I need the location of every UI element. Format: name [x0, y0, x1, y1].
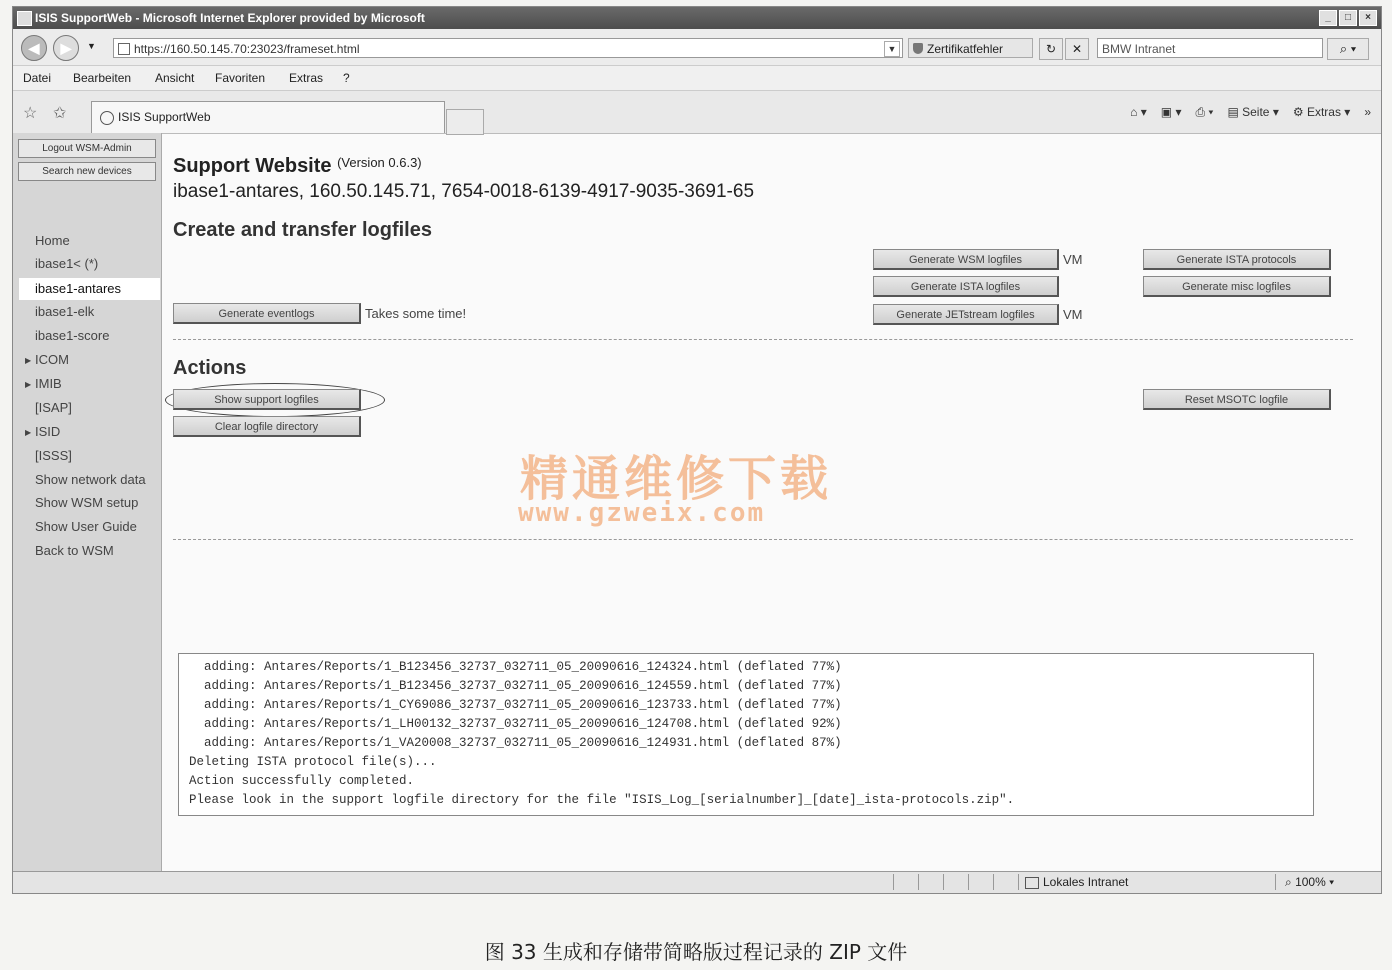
new-tab-button[interactable]: [446, 109, 484, 135]
page-title: Support Website $^{(Version 0.6.3)}$: [173, 155, 422, 177]
nav-ibase1-antares[interactable]: ibase1-antares: [19, 278, 160, 300]
section-create-logfiles: Create and transfer logfiles: [173, 219, 432, 241]
console-line: Action successfully completed.: [189, 774, 415, 788]
add-favorites-icon[interactable]: ✩: [53, 105, 67, 122]
address-input[interactable]: [113, 38, 903, 58]
divider: [173, 339, 1353, 340]
version-label: (Version 0.6.3): [337, 155, 422, 170]
search-icon[interactable]: ⌕ ▾: [1327, 38, 1369, 60]
shield-icon: [913, 43, 923, 54]
nav-home[interactable]: Home: [35, 233, 70, 248]
generate-wsm-logfiles-button[interactable]: Generate WSM logfiles: [873, 249, 1059, 270]
window-controls: [1319, 10, 1377, 26]
feeds-icon[interactable]: ▣ ▾: [1160, 105, 1182, 119]
minimize-button[interactable]: _: [1319, 10, 1337, 26]
window-title: ISIS SupportWeb - Microsoft Internet Explorer provided by Microsoft: [35, 11, 425, 25]
watermark-text: 精通维修下载: [520, 451, 833, 507]
close-button[interactable]: ×: [1359, 10, 1377, 26]
stop-icon[interactable]: ✕: [1065, 38, 1089, 60]
nav-ibase1-elk[interactable]: ibase1-elk: [35, 304, 95, 319]
nav-ibase1[interactable]: ibase1< (*): [35, 256, 99, 271]
takes-time-note: Takes some time!: [365, 306, 467, 321]
console-output: [178, 653, 1314, 816]
address-row: [13, 29, 1381, 66]
watermark-url: www.gzweix.com: [518, 498, 766, 528]
menu-bar: [13, 66, 1381, 91]
generate-jetstream-logfiles-button[interactable]: Generate JETstream logfiles: [873, 304, 1059, 325]
nav-isid[interactable]: ▶ ISID: [25, 424, 61, 439]
tab-label: ISIS SupportWeb: [118, 110, 211, 124]
left-navigation: [13, 133, 162, 871]
reset-msotc-logfile-button[interactable]: Reset MSOTC logfile: [1143, 389, 1331, 410]
generate-ista-logfiles-button[interactable]: Generate ISTA logfiles: [873, 276, 1059, 297]
console-line: adding: Antares/Reports/1_CY69086_32737_032711_05_20090616_123733.html (deflated 77%): [189, 698, 842, 712]
security-zone: Lokales Intranet: [1025, 875, 1128, 889]
forward-icon[interactable]: ▶: [53, 35, 79, 61]
command-bar: [1130, 105, 1371, 120]
address-text: https://160.50.145.70:23023/frameset.html: [134, 42, 360, 56]
logout-button[interactable]: Logout WSM-Admin: [18, 139, 156, 158]
menu-help[interactable]: ?: [343, 71, 350, 85]
status-bar: [13, 871, 1381, 894]
nav-icom[interactable]: ▶ ICOM: [25, 352, 69, 367]
title-bar: [13, 7, 1381, 29]
show-support-logfiles-button[interactable]: Show support logfiles: [173, 389, 361, 410]
refresh-icon[interactable]: ↻: [1039, 38, 1063, 60]
maximize-button[interactable]: □: [1339, 10, 1357, 26]
network-icon: [1025, 877, 1039, 889]
clear-logfile-directory-button[interactable]: Clear logfile directory: [173, 416, 361, 437]
nav-back-to-wsm[interactable]: Back to WSM: [35, 543, 114, 558]
figure-caption: 图 33 生成和存储带简略版过程记录的 ZIP 文件: [484, 940, 908, 964]
page-icon: [118, 43, 130, 55]
back-icon[interactable]: ◀: [21, 35, 47, 61]
console-line: adding: Antares/Reports/1_VA20008_32737_032711_05_20090616_124931.html (deflated 87%): [189, 736, 842, 750]
generate-misc-logfiles-button[interactable]: Generate misc logfiles: [1143, 276, 1331, 297]
expand-arrow-icon: ▶: [25, 380, 32, 389]
nav-user-guide[interactable]: Show User Guide: [35, 519, 137, 534]
print-icon[interactable]: ⎙ ▾: [1195, 105, 1214, 119]
nav-imib[interactable]: ▶ IMIB: [25, 376, 62, 391]
nav-isss[interactable]: [ISSS]: [35, 448, 72, 463]
console-line: adding: Antares/Reports/1_B123456_32737_032711_05_20090616_124559.html (deflated 77%): [189, 679, 842, 693]
section-actions: Actions: [173, 357, 247, 379]
tab-isis-supportweb[interactable]: [91, 101, 445, 133]
generate-eventlogs-button[interactable]: Generate eventlogs: [173, 303, 361, 324]
tab-row: [13, 91, 1381, 134]
chevron-down-icon[interactable]: ▼: [884, 41, 900, 57]
menu-extras[interactable]: Extras: [289, 71, 324, 85]
nav-isap[interactable]: [ISAP]: [35, 400, 72, 415]
nav-wsm-setup[interactable]: Show WSM setup: [35, 495, 139, 510]
certificate-error-button[interactable]: [908, 38, 1033, 58]
history-dropdown-icon[interactable]: ▼: [87, 41, 96, 51]
search-devices-button[interactable]: Search new devices: [18, 162, 156, 181]
menu-bearbeiten[interactable]: Bearbeiten: [73, 71, 132, 85]
host-info: ibase1-antares, 160.50.145.71, 7654-0018-6139-4917-9035-3691-65: [173, 181, 755, 202]
vm-label: VM: [1063, 307, 1083, 322]
console-line: adding: Antares/Reports/1_LH00132_32737_032711_05_20090616_124708.html (deflated 92%): [189, 717, 842, 731]
menu-favoriten[interactable]: Favoriten: [215, 71, 266, 85]
page-menu[interactable]: ▤ Seite ▾: [1227, 105, 1279, 119]
page-icon: [100, 111, 114, 125]
ie-icon: [17, 11, 32, 26]
generate-ista-protocols-button[interactable]: Generate ISTA protocols: [1143, 249, 1331, 270]
more-icon[interactable]: »: [1364, 105, 1371, 119]
console-line: adding: Antares/Reports/1_B123456_32737_032711_05_20090616_124324.html (deflated 77%): [189, 660, 842, 674]
nav-network-data[interactable]: Show network data: [35, 472, 146, 487]
certificate-error-label: Zertifikatfehler: [927, 42, 1004, 56]
nav-ibase1-score[interactable]: ibase1-score: [35, 328, 110, 343]
tools-menu[interactable]: ⚙ Extras ▾: [1292, 105, 1351, 119]
favorites-star-icon[interactable]: ☆: [23, 105, 38, 122]
search-input[interactable]: [1097, 38, 1323, 58]
menu-datei[interactable]: Datei: [23, 71, 52, 85]
zoom-control[interactable]: ⌕ 100% ▾: [1285, 875, 1335, 889]
expand-arrow-icon: ▶: [25, 356, 32, 365]
home-icon[interactable]: ⌂ ▾: [1130, 105, 1147, 119]
console-line: Please look in the support logfile directory for the file "ISIS_Log_[serialnumber]_[date]_ista-protocols.zip".: [189, 793, 1015, 807]
menu-ansicht[interactable]: Ansicht: [155, 71, 195, 85]
divider: [173, 539, 1353, 540]
expand-arrow-icon: ▶: [25, 428, 32, 437]
console-line: Deleting ISTA protocol file(s)...: [189, 755, 437, 769]
vm-label: VM: [1063, 252, 1083, 267]
search-placeholder: BMW Intranet: [1102, 42, 1176, 56]
